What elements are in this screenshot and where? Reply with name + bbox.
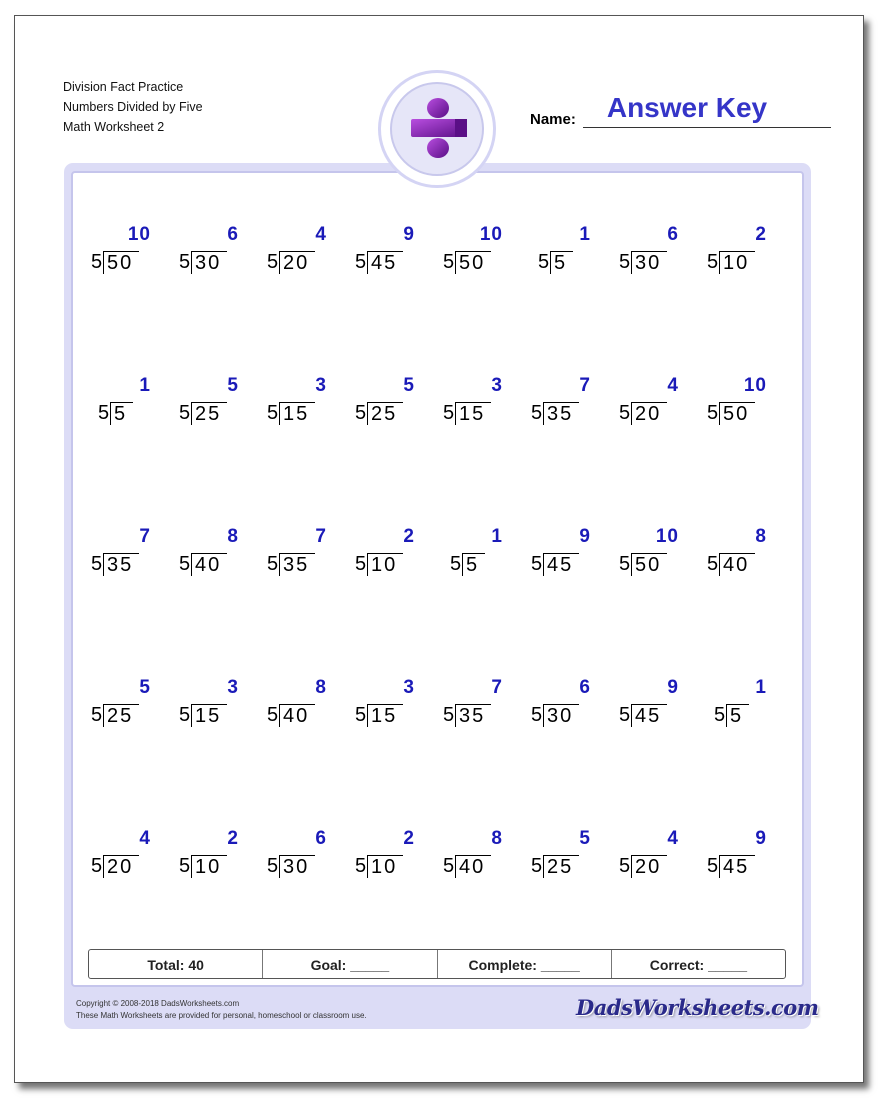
divisor: 5 (707, 855, 719, 877)
division-problem (352, 224, 440, 280)
divisor: 5 (91, 251, 103, 273)
division-problem (440, 526, 528, 582)
dividend: 25 (103, 704, 139, 727)
division-problem (176, 828, 264, 884)
quotient-answer: 8 (227, 526, 239, 547)
dividend: 20 (103, 855, 139, 878)
divisor: 5 (179, 704, 191, 726)
quotient-answer: 9 (755, 828, 767, 849)
division-problem (264, 828, 352, 884)
quotient-answer: 1 (579, 224, 591, 245)
dividend: 35 (455, 704, 491, 727)
division-problem (352, 526, 440, 582)
division-problem (352, 677, 440, 733)
dividend: 25 (191, 402, 227, 425)
brand-logo: DadsWorksheets.com (576, 995, 819, 1020)
title-line: Math Worksheet 2 (63, 120, 165, 134)
quotient-answer: 4 (315, 224, 327, 245)
dividend: 40 (191, 553, 227, 576)
divisor: 5 (443, 704, 455, 726)
quotient-answer: 8 (755, 526, 767, 547)
total-field: Total: 40 (89, 950, 263, 978)
divisor: 5 (443, 251, 455, 273)
division-logo (378, 70, 496, 188)
quotient-answer: 4 (667, 828, 679, 849)
divisor: 5 (443, 855, 455, 877)
copyright-notice (76, 998, 367, 1022)
dividend: 10 (719, 251, 755, 274)
divisor: 5 (450, 553, 462, 575)
name-label: Name: (530, 111, 576, 128)
division-problem (528, 526, 616, 582)
divisor: 5 (619, 553, 631, 575)
dividend: 10 (191, 855, 227, 878)
quotient-answer: 5 (579, 828, 591, 849)
divisor: 5 (355, 553, 367, 575)
quotient-answer: 10 (127, 224, 151, 245)
division-problem (176, 677, 264, 733)
divisor: 5 (531, 553, 543, 575)
division-problem (352, 375, 440, 431)
division-problem (704, 828, 792, 884)
title-line: Division Fact Practice (63, 80, 184, 94)
quotient-answer: 5 (139, 677, 151, 698)
usage-notice: These Math Worksheets are provided for personal, homeschool or classroom use. (76, 1011, 367, 1020)
quotient-answer: 7 (315, 526, 327, 547)
division-problem (264, 224, 352, 280)
divisor: 5 (355, 704, 367, 726)
quotient-answer: 7 (579, 375, 591, 396)
divisor: 5 (707, 402, 719, 424)
divisor: 5 (619, 402, 631, 424)
quotient-answer: 10 (479, 224, 503, 245)
divisor: 5 (267, 251, 279, 273)
division-problem (704, 375, 792, 431)
division-problem (440, 375, 528, 431)
divisor: 5 (267, 704, 279, 726)
quotient-answer: 2 (227, 828, 239, 849)
divisor: 5 (267, 402, 279, 424)
quotient-answer: 3 (491, 375, 503, 396)
division-problem (440, 677, 528, 733)
dividend: 10 (367, 855, 403, 878)
dividend: 15 (367, 704, 403, 727)
dividend: 45 (719, 855, 755, 878)
dividend: 15 (279, 402, 315, 425)
quotient-answer: 4 (667, 375, 679, 396)
goal-field: Goal: _____ (263, 950, 437, 978)
divisor: 5 (531, 704, 543, 726)
quotient-answer: 7 (139, 526, 151, 547)
correct-field: Correct: _____ (649, 957, 748, 973)
quotient-answer: 1 (139, 375, 151, 396)
division-problem (528, 224, 616, 280)
quotient-answer: 8 (491, 828, 503, 849)
quotient-answer: 3 (315, 375, 327, 396)
quotient-answer: 9 (403, 224, 415, 245)
quotient-answer: 2 (755, 224, 767, 245)
divisor: 5 (707, 553, 719, 575)
divisor: 5 (267, 855, 279, 877)
copyright-line: Copyright © 2008-2018 DadsWorksheets.com (76, 999, 240, 1008)
quotient-answer: 6 (579, 677, 591, 698)
dividend: 35 (543, 402, 579, 425)
dividend: 40 (719, 553, 755, 576)
quotient-answer: 5 (403, 375, 415, 396)
title-line: Numbers Divided by Five (63, 100, 203, 114)
divisor: 5 (91, 855, 103, 877)
dividend: 50 (103, 251, 139, 274)
division-problem (704, 526, 792, 582)
dividend: 5 (726, 704, 749, 727)
divisor: 5 (179, 251, 191, 273)
dividend: 20 (631, 855, 667, 878)
division-problem (440, 224, 528, 280)
divisor: 5 (98, 402, 110, 424)
quotient-answer: 6 (667, 224, 679, 245)
divisor: 5 (714, 704, 726, 726)
divisor: 5 (179, 553, 191, 575)
divisor: 5 (619, 855, 631, 877)
divisor: 5 (179, 855, 191, 877)
division-problem (616, 828, 704, 884)
quotient-answer: 2 (403, 828, 415, 849)
division-problem (352, 828, 440, 884)
dividend: 20 (631, 402, 667, 425)
dividend: 45 (543, 553, 579, 576)
division-problem (88, 375, 176, 431)
divisor: 5 (91, 553, 103, 575)
dividend: 40 (455, 855, 491, 878)
division-problem (528, 828, 616, 884)
dividend: 5 (462, 553, 485, 576)
division-problem (88, 526, 176, 582)
dividend: 20 (279, 251, 315, 274)
score-bar (88, 949, 786, 979)
divisor: 5 (707, 251, 719, 273)
answer-key-text: Answer Key (606, 92, 768, 123)
quotient-answer: 9 (579, 526, 591, 547)
dividend: 10 (367, 553, 403, 576)
division-problem (616, 677, 704, 733)
quotient-answer: 3 (227, 677, 239, 698)
dividend: 30 (543, 704, 579, 727)
quotient-answer: 1 (755, 677, 767, 698)
dividend: 50 (719, 402, 755, 425)
division-problem (88, 224, 176, 280)
dividend: 25 (543, 855, 579, 878)
dividend: 50 (455, 251, 491, 274)
divisor: 5 (443, 402, 455, 424)
quotient-answer: 3 (403, 677, 415, 698)
divisor: 5 (355, 855, 367, 877)
division-problem (264, 375, 352, 431)
dividend: 15 (455, 402, 491, 425)
division-problem (616, 224, 704, 280)
divisor: 5 (531, 855, 543, 877)
quotient-answer: 7 (491, 677, 503, 698)
dividend: 45 (631, 704, 667, 727)
dividend: 35 (279, 553, 315, 576)
dividend: 30 (279, 855, 315, 878)
quotient-answer: 8 (315, 677, 327, 698)
division-problem (616, 526, 704, 582)
dividend: 25 (367, 402, 403, 425)
quotient-answer: 10 (743, 375, 767, 396)
divisor: 5 (355, 402, 367, 424)
dividend: 5 (110, 402, 133, 425)
divisor: 5 (619, 704, 631, 726)
dividend: 30 (631, 251, 667, 274)
name-line (583, 127, 831, 128)
quotient-answer: 1 (491, 526, 503, 547)
division-problem (88, 828, 176, 884)
dividend: 5 (550, 251, 573, 274)
division-problem (528, 677, 616, 733)
quotient-answer: 2 (403, 526, 415, 547)
divisor: 5 (531, 402, 543, 424)
quotient-answer: 6 (315, 828, 327, 849)
divisor: 5 (267, 553, 279, 575)
quotient-answer: 5 (227, 375, 239, 396)
division-problem (704, 677, 792, 733)
division-problem (264, 677, 352, 733)
complete-field: Complete: _____ (438, 950, 612, 978)
dividend: 15 (191, 704, 227, 727)
quotient-answer: 6 (227, 224, 239, 245)
quotient-answer: 9 (667, 677, 679, 698)
division-problem (176, 526, 264, 582)
dividend: 50 (631, 553, 667, 576)
divisor: 5 (538, 251, 550, 273)
quotient-answer: 4 (139, 828, 151, 849)
divisor: 5 (91, 704, 103, 726)
division-sign-icon (403, 91, 473, 169)
division-problem (528, 375, 616, 431)
division-problem (176, 224, 264, 280)
dividend: 35 (103, 553, 139, 576)
division-problem (704, 224, 792, 280)
dividend: 45 (367, 251, 403, 274)
division-problem (88, 677, 176, 733)
divisor: 5 (619, 251, 631, 273)
divisor: 5 (179, 402, 191, 424)
worksheet-title (63, 77, 203, 137)
division-problem (176, 375, 264, 431)
quotient-answer: 10 (655, 526, 679, 547)
division-problem (440, 828, 528, 884)
dividend: 30 (191, 251, 227, 274)
division-problem (616, 375, 704, 431)
divisor: 5 (355, 251, 367, 273)
dividend: 40 (279, 704, 315, 727)
division-problem (264, 526, 352, 582)
